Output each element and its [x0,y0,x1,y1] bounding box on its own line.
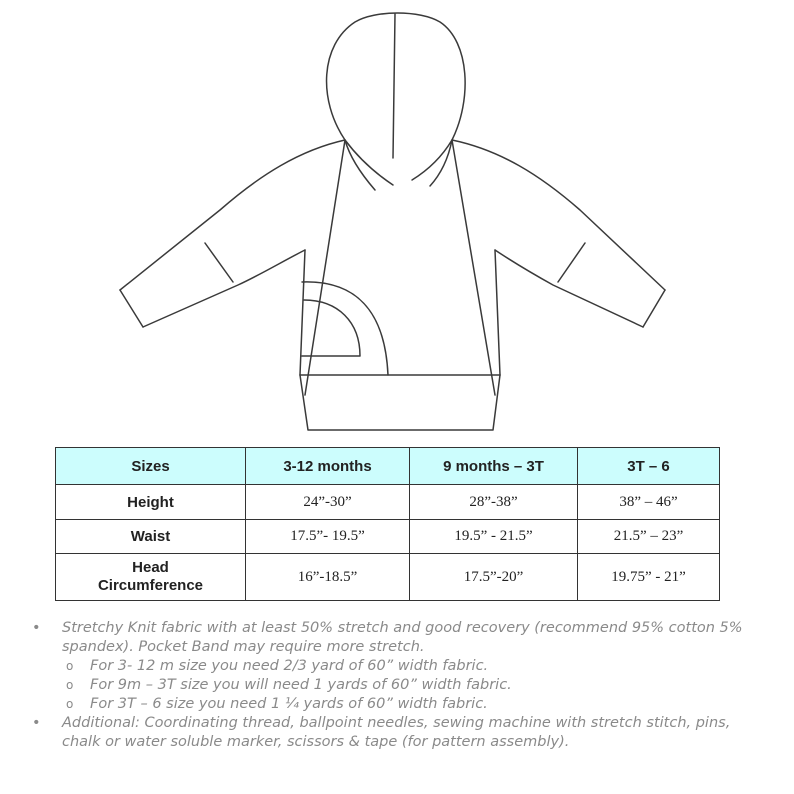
header-cell: Sizes [56,448,246,485]
table-cell: 16”-18.5” [246,554,410,601]
fabric-size-note: For 3- 12 m size you need 2/3 yard of 60” width fabric. [90,658,489,674]
table-cell: 21.5” – 23” [578,520,720,554]
row-label [56,554,246,601]
header-cell: 9 months – 3T [410,448,578,485]
body-right-side [495,250,500,375]
fabric-note: Stretchy Knit fabric with at least 50% stretch and good recovery (recommend 95% cotton 5% spandex). Pocket Band may require more stretch. [62,620,743,655]
hood-inner-left [345,140,393,185]
header-cell: 3T – 6 [578,448,720,485]
row-label: Waist [56,520,246,554]
hood-outline [327,13,466,140]
sub-bullet-glyph: o [66,697,74,711]
fabric-size-note: For 9m – 3T size you will need 1 yards of 60” width fabric. [90,677,512,693]
table-cell: 38” – 46” [578,485,720,520]
right-raglan-seam [452,140,495,395]
hood-center-seam [393,14,395,158]
waistband [300,375,500,430]
row-label: Height [56,485,246,520]
sub-bullet-glyph: o [66,678,74,692]
right-sleeve-lower [495,250,643,327]
list-item [32,619,772,657]
fabric-size-note: For 3T – 6 size you need 1 ¼ yards of 60” width fabric. [90,696,488,712]
list-item [32,657,772,676]
left-cuff-line [205,243,233,282]
row-label-line: Circumference [97,577,204,594]
table-cell: 19.5” - 21.5” [410,520,578,554]
table-header-row [56,448,720,485]
table-cell: 28”-38” [410,485,578,520]
additional-note: Additional: Coordinating thread, ballpoint needles, sewing machine with stretch stitch, pins, chalk or water soluble marker, scissors & tape (for pattern assembly). [62,715,731,750]
table-row [56,554,720,601]
bullet-glyph: • [32,620,41,636]
materials-notes [32,619,772,752]
list-item [32,695,772,714]
right-cuff-line [558,243,585,282]
table-row [56,520,720,554]
list-item [32,676,772,695]
list-item [32,714,772,752]
row-label-line: Head [132,559,169,576]
table-cell: 24”-30” [246,485,410,520]
neck-crossover [345,140,452,190]
table-cell: 17.5”- 19.5” [246,520,410,554]
bullet-glyph: • [32,715,41,731]
table-row [56,485,720,520]
left-sleeve-upper [120,290,143,327]
table-cell: 19.75” - 21” [578,554,720,601]
right-sleeve-upper [643,290,665,327]
size-chart-table [55,447,720,601]
left-shoulder [120,140,345,290]
left-sleeve-lower [143,250,305,327]
pocket-inner [302,300,360,356]
header-cell: 3-12 months [246,448,410,485]
right-shoulder [452,140,665,290]
sub-bullet-glyph: o [66,659,74,673]
table-cell: 17.5”-20” [410,554,578,601]
